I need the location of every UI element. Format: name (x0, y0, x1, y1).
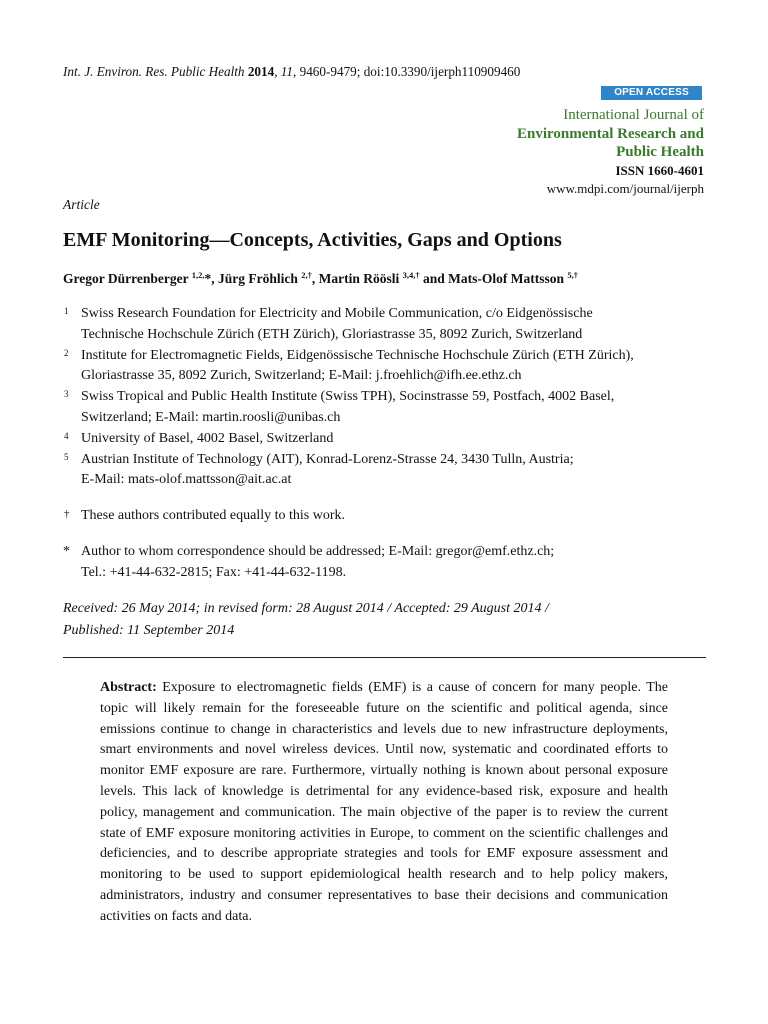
author-name: Martin Röösli (318, 271, 400, 286)
journal-block (517, 106, 704, 199)
affiliation-number: 2 (64, 347, 69, 358)
author-name: Mats-Olof Mattsson (448, 271, 564, 286)
correspondence-note: * Author to whom correspondence should be addressed; E-Mail: gregor@emf.ethz.ch; Tel.: +41-44-632-2815; Fax: +41-44-632-1198. (63, 544, 555, 580)
affiliation-item: 1 Swiss Research Foundation for Electricity and Mobile Communication, c/o Eidgenössische Technische Hochschule Zürich (ETH Zürich), Gloriastrasse 35, 8092 Zurich, Switzerland (63, 304, 713, 346)
author-name: Jürg Fröhlich (217, 271, 298, 286)
affiliation-number: 5 (64, 451, 69, 462)
journal-name-line1: International Journal of (563, 107, 704, 123)
abstract-text: Exposure to electromagnetic fields (EMF) is a cause of concern for many people. The topic will likely remain for the foreseeable future on the scientific and political agenda, since emissions continue to change in characteristics and levels due to new infrastructure deployments, smart environments and novel wireless devices. Until now, systematic and coordinated efforts to monitor EMF exposure are rare. Furthermore, virtually nothing is known about personal exposure levels. This lack of knowledge is detrimental for any evidence-based risk, exposure and health policy, management and communication. The main objective of the paper is to review the current state of EMF exposure monitoring activities in Europe, to comment on the scientific challenges and deficiencies, and to describe appropriate strategies and tools for EMF exposure assessment and monitoring to be used to support epidemiological health research and to help policy makers, administrators, industry and consumer representatives to base their decisions and communication activities on facts and data. (100, 680, 668, 924)
author-affiliation-marks: 3,4,† (402, 270, 420, 280)
affiliation-item: 5 Austrian Institute of Technology (AIT), Konrad-Lorenz-Strasse 24, 3430 Tulln, Austria; E-Mail: mats-olof.mattsson@ait.ac.at (63, 450, 713, 492)
affiliations (63, 304, 713, 491)
divider (63, 657, 706, 658)
affiliation-number: 4 (64, 430, 69, 441)
abstract (100, 678, 668, 928)
author-list: Gregor Dürrenberger $^{1,2,}$*, Jürg Fröhlich $^{2,\dagger}$, Martin Röösli $^{3,4,\dagger}$ and Mats-Olof Mattsson $^{5,\dagger}$ (63, 270, 578, 286)
journal-name-line3: Public Health (616, 144, 704, 160)
citation-line: Int. J. Environ. Res. Public Health 2014, 11, 9460-9479; doi:10.3390/ijerph110909460 (63, 64, 521, 79)
affiliation-item: 3 Swiss Tropical and Public Health Institute (Swiss TPH), Socinstrasse 59, Postfach, 4002 Basel, Switzerland; E-Mail: martin.roosli@unibas.ch (63, 387, 713, 429)
publication-dates: Received: 26 May 2014; in revised form: 28 August 2014 / Accepted: 29 August 2014 / Published: 11 September 2014 (63, 601, 549, 638)
article-type: Article (63, 197, 100, 212)
affiliation-item: 4 University of Basel, 4002 Basel, Switzerland (63, 429, 713, 450)
citation-journal: Int. J. Environ. Res. Public Health (63, 64, 245, 79)
abstract-label: Abstract: (100, 680, 157, 695)
affiliation-number: 3 (64, 389, 69, 400)
author-name: Gregor Dürrenberger (63, 271, 189, 286)
journal-issn: ISSN 1660-4601 (615, 162, 704, 178)
citation-volume: 11 (280, 64, 294, 79)
affiliation-number: 1 (64, 306, 69, 316)
journal-url[interactable]: www.mdpi.com/journal/ijerph (546, 181, 704, 196)
paper-title: EMF Monitoring—Concepts, Activities, Gaps and Options (63, 229, 562, 251)
corresponding-star: * (204, 271, 212, 286)
affiliation-item: 2 Institute for Electromagnetic Fields, Eidgenössische Technische Hochschule Zürich (ETH Zürich), Gloriastrasse 35, 8092 Zurich, Switzerland; E-Mail: j.froehlich@ifh.ee.ethz.ch (63, 346, 713, 388)
equal-contribution-note: † These authors contributed equally to this work. (63, 506, 713, 527)
author-affiliation-marks: 1,2, (191, 270, 205, 280)
author-affiliation-marks: 2,† (301, 270, 312, 280)
open-access-badge: OPEN ACCESS (601, 86, 702, 100)
citation-year: 2014 (247, 64, 275, 79)
dagger-mark: † (64, 508, 70, 520)
author-affiliation-marks: 5,† (567, 270, 578, 280)
star-mark: * (63, 544, 70, 559)
journal-name-line2: Environmental Research and (517, 125, 704, 142)
citation-pages-doi: , 9460-9479; doi:10.3390/ijerph110909460 (293, 64, 521, 79)
